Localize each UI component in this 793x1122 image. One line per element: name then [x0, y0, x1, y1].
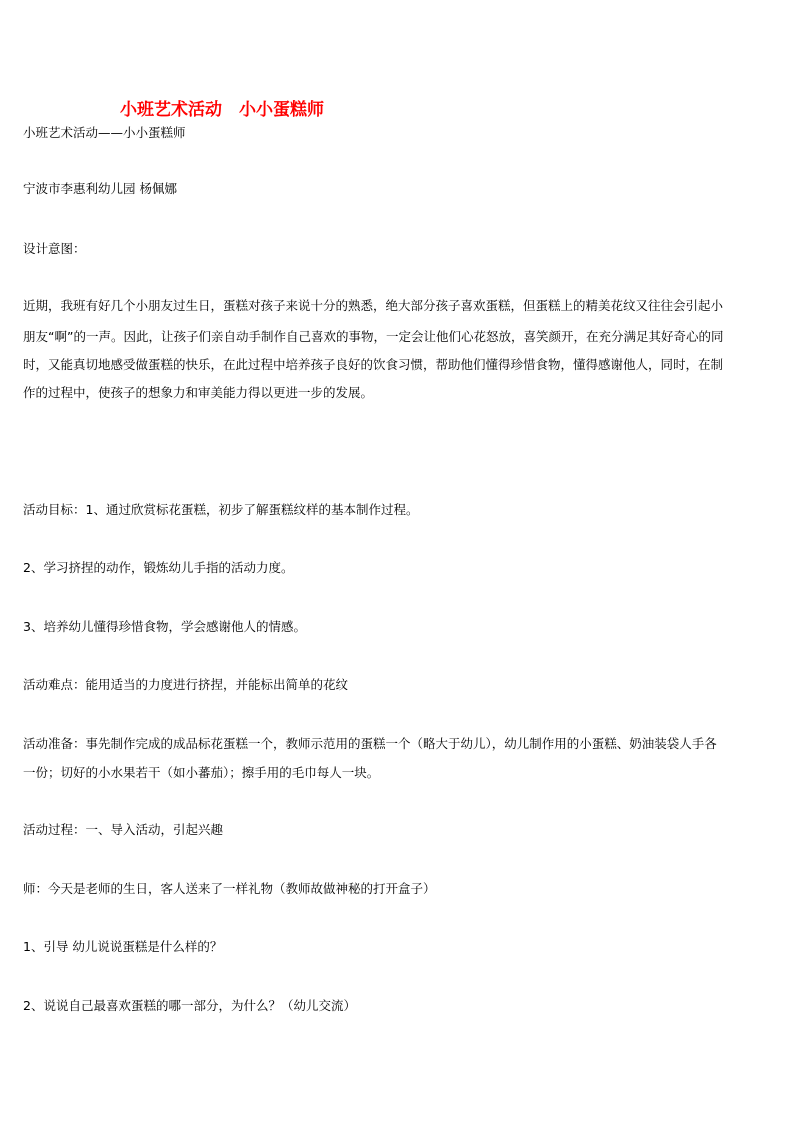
- paragraph-line: 活动准备：事先制作完成的成品标花蛋糕一个，教师示范用的蛋糕一个（略大于幼儿），幼儿制作用的小蛋糕、奶油装袋人手各: [23, 736, 717, 751]
- step-item-1: 1、引导 幼儿说说蛋糕是什么样的？: [23, 939, 223, 954]
- goal-item-3: 3、培养幼儿懂得珍惜食物，学会感谢他人的情感。: [23, 619, 306, 634]
- document-subtitle: 小班艺术活动——小小蛋糕师: [23, 125, 186, 140]
- paragraph-line: 一份；切好的小水果若干（如小蕃茄）；擦手用的毛巾每人一块。: [23, 765, 380, 780]
- paragraph-line: 时，又能真切地感受做蛋糕的快乐，在此过程中培养孩子良好的饮食习惯，帮助他们懂得珍惜食物，懂得感谢他人，同时，在制: [23, 357, 724, 372]
- step-item-2: 2、说说自己最喜欢蛋糕的哪一部分，为什么？（幼儿交流）: [23, 998, 356, 1013]
- goal-item-2: 2、学习挤捏的动作，锻炼幼儿手指的活动力度。: [23, 560, 294, 575]
- paragraph-line: 近期，我班有好几个小朋友过生日，蛋糕对孩子来说十分的熟悉，绝大部分孩子喜欢蛋糕，但蛋糕上的精美花纹又往往会引起小: [23, 298, 724, 313]
- author-line: 宁波市李惠利幼儿园 杨佩娜: [23, 181, 177, 196]
- process-heading: 活动过程：一、导入活动，引起兴趣: [23, 822, 224, 837]
- paragraph-line: 作的过程中，使孩子的想象力和审美能力得以更进一步的发展。: [23, 385, 374, 400]
- document-title: 小班艺术活动 小小蛋糕师: [120, 100, 324, 120]
- difficulty-line: 活动难点：能用适当的力度进行挤捏，并能标出简单的花纹: [23, 677, 349, 692]
- paragraph-line: 朋友“啊”的一声。因此，让孩子们亲自动手制作自己喜欢的事物，一定会让他们心花怒放，喜笑颜开，在充分满足其好奇心的同: [23, 329, 724, 344]
- design-heading: 设计意图：: [23, 241, 86, 256]
- teacher-line: 师：今天是老师的生日，客人送来了一样礼物（教师故做神秘的打开盒子）: [23, 881, 436, 896]
- goal-item-1: 活动目标：1、通过欣赏标花蛋糕，初步了解蛋糕纹样的基本制作过程。: [23, 502, 419, 517]
